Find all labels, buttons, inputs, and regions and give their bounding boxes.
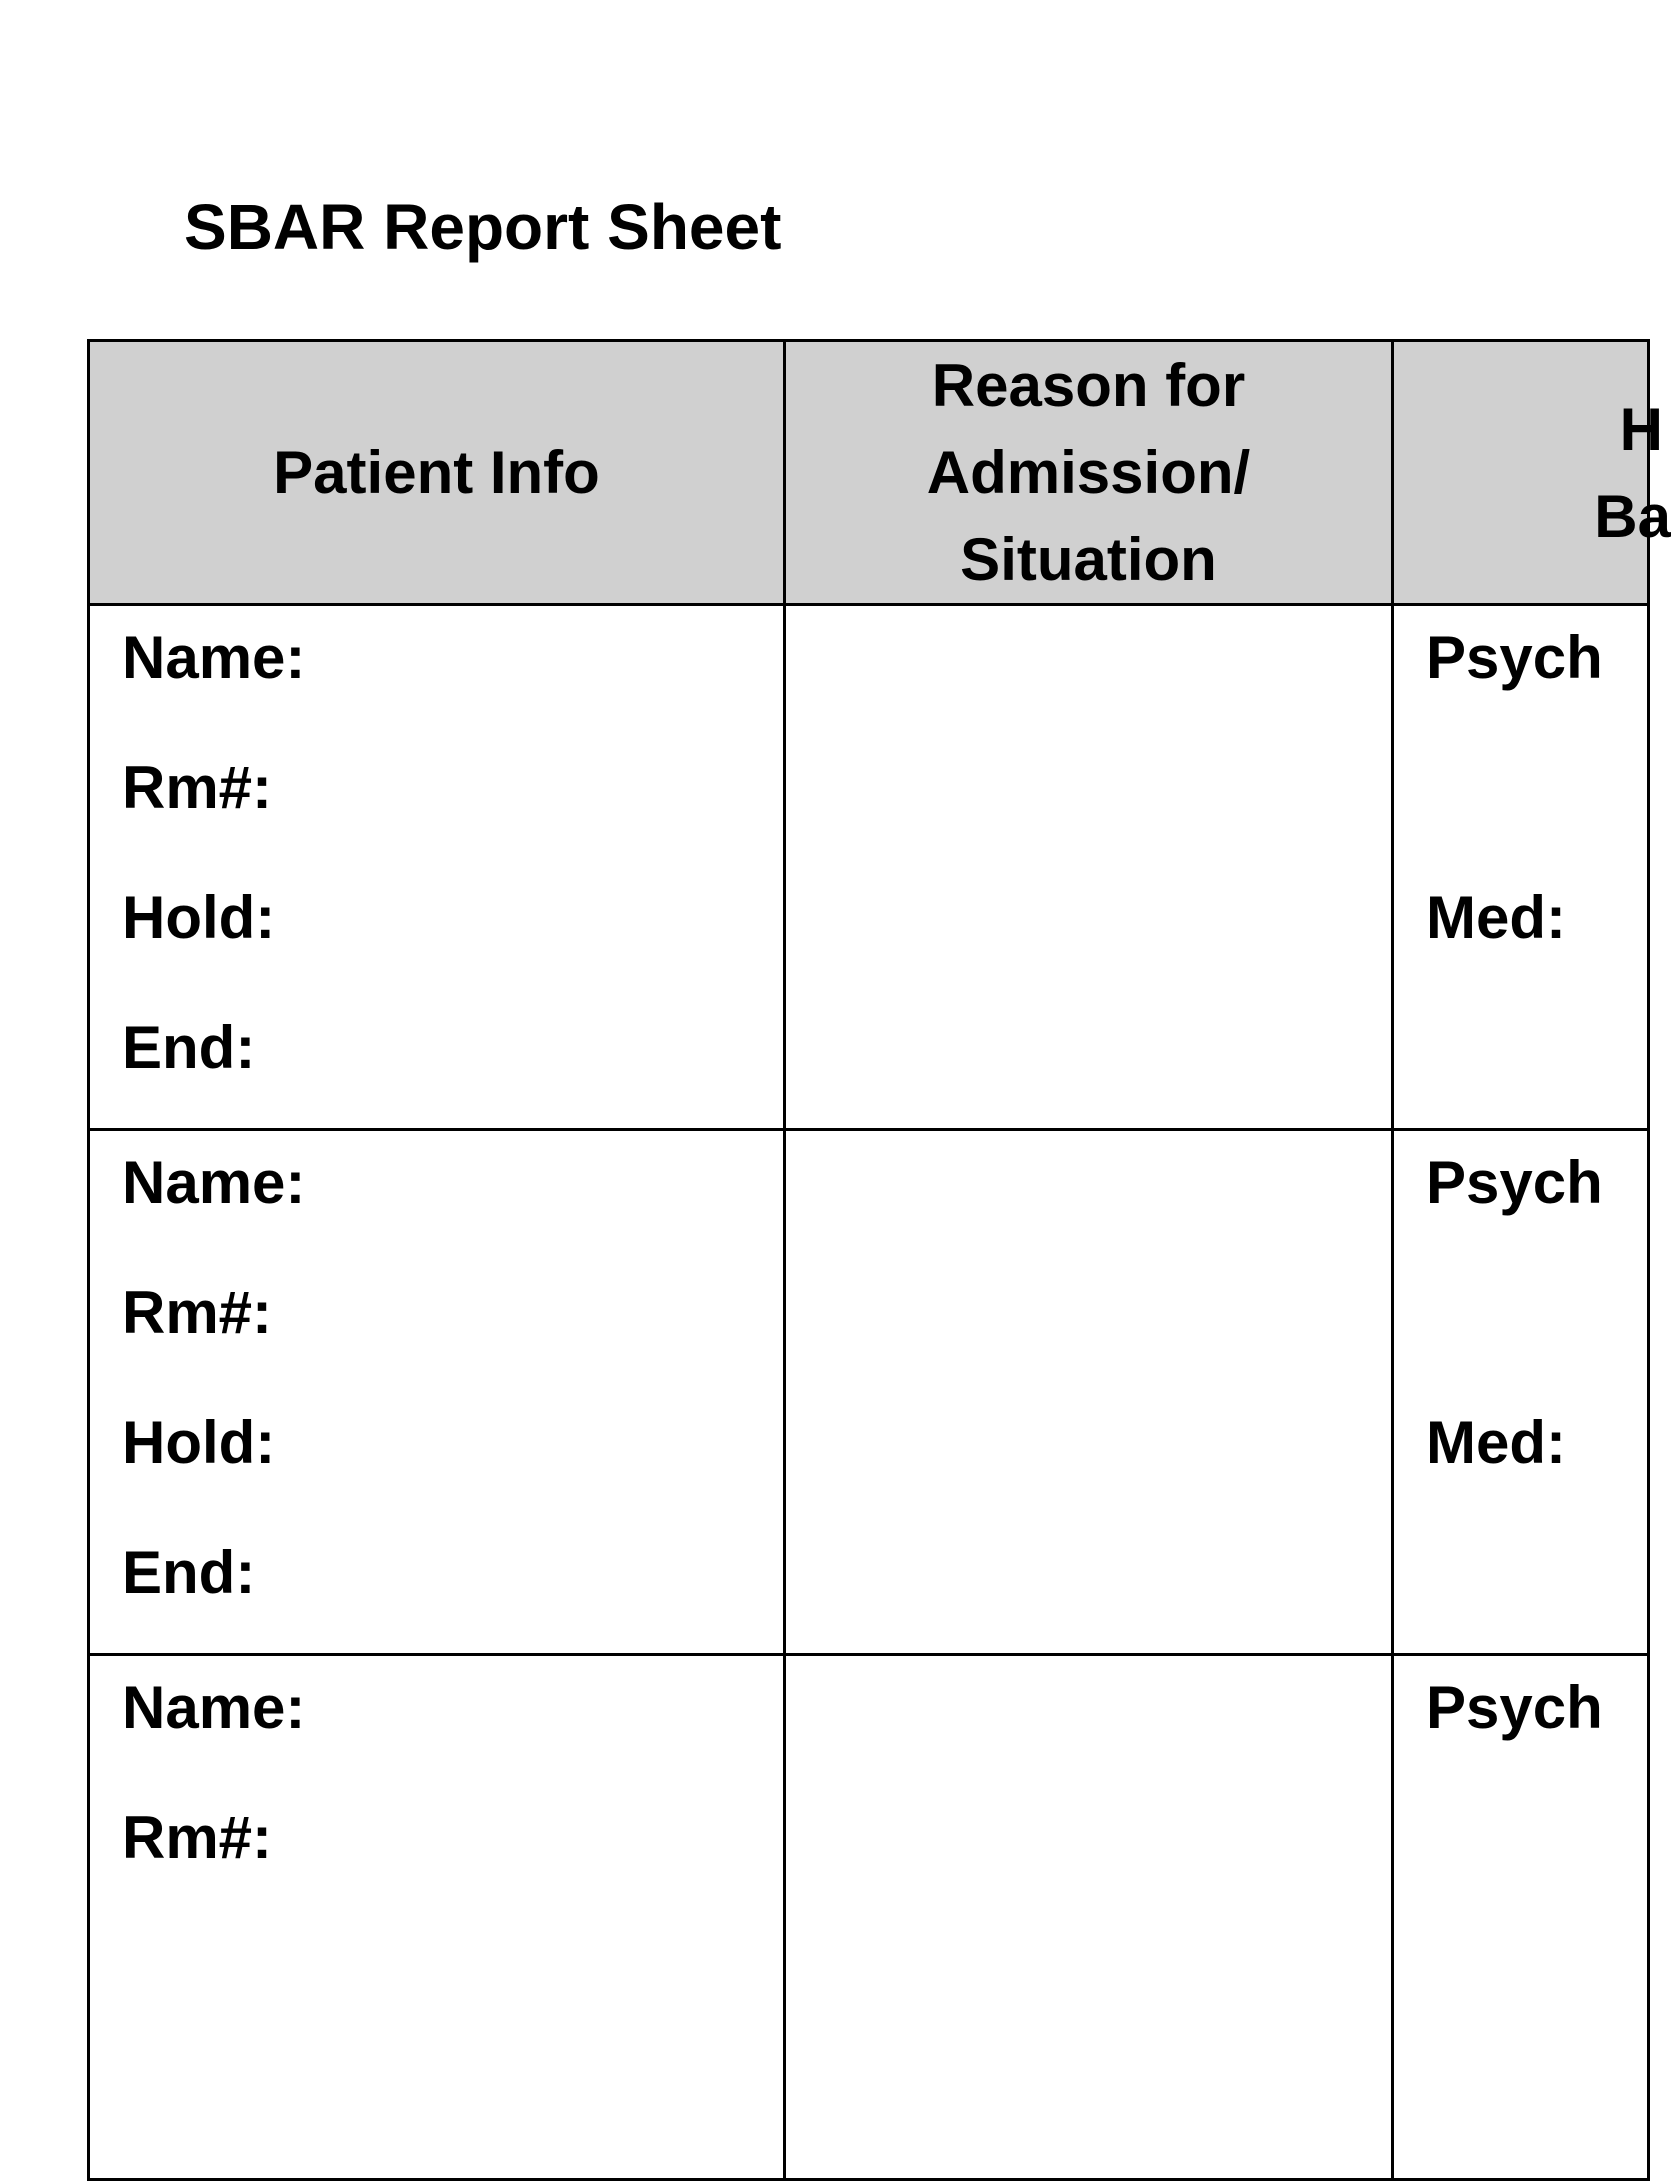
header-history-line-2: Ba bbox=[1594, 482, 1671, 550]
patient-info-cell bbox=[89, 1130, 785, 1655]
hold-label: Hold: bbox=[122, 884, 276, 951]
psych-history-label: Psych bbox=[1426, 1674, 1603, 1741]
name-label: Name: bbox=[122, 624, 306, 691]
history-cell bbox=[1393, 605, 1649, 1130]
header-reason-line-3: Situation bbox=[960, 526, 1217, 593]
header-history-line-1: H bbox=[1619, 395, 1663, 463]
patient-info-cell bbox=[89, 605, 785, 1130]
header-row bbox=[89, 341, 1649, 605]
table-row bbox=[89, 1130, 1649, 1655]
reason-cell[interactable] bbox=[785, 1130, 1393, 1655]
header-reason-for-admission bbox=[785, 341, 1393, 605]
header-reason-line-1: Reason for bbox=[931, 352, 1246, 419]
header-reason-line-2: Admission/ bbox=[926, 439, 1251, 506]
page-title: SBAR Report Sheet bbox=[184, 191, 782, 263]
header-patient-info-label: Patient Info bbox=[273, 439, 600, 506]
room-label: Rm#: bbox=[122, 1804, 273, 1871]
history-cell bbox=[1393, 1130, 1649, 1655]
hold-label: Hold: bbox=[122, 1409, 276, 1476]
psych-history-label: Psych bbox=[1426, 1149, 1603, 1216]
sbar-table bbox=[87, 339, 1671, 2181]
med-history-label: Med: bbox=[1426, 1409, 1566, 1476]
table-row bbox=[89, 1655, 1649, 2180]
name-label: Name: bbox=[122, 1149, 306, 1216]
name-label: Name: bbox=[122, 1674, 306, 1741]
psych-history-label: Psych bbox=[1426, 624, 1603, 691]
patient-info-cell bbox=[89, 1655, 785, 2180]
history-cell bbox=[1393, 1655, 1649, 2180]
room-label: Rm#: bbox=[122, 1279, 273, 1346]
med-history-label: Med: bbox=[1426, 884, 1566, 951]
room-label: Rm#: bbox=[122, 754, 273, 821]
header-history bbox=[1393, 341, 1671, 605]
reason-cell[interactable] bbox=[785, 1655, 1393, 2180]
table-row bbox=[89, 605, 1649, 1130]
end-label: End: bbox=[122, 1014, 256, 1081]
end-label: End: bbox=[122, 1539, 256, 1606]
reason-cell[interactable] bbox=[785, 605, 1393, 1130]
header-patient-info bbox=[89, 341, 785, 605]
